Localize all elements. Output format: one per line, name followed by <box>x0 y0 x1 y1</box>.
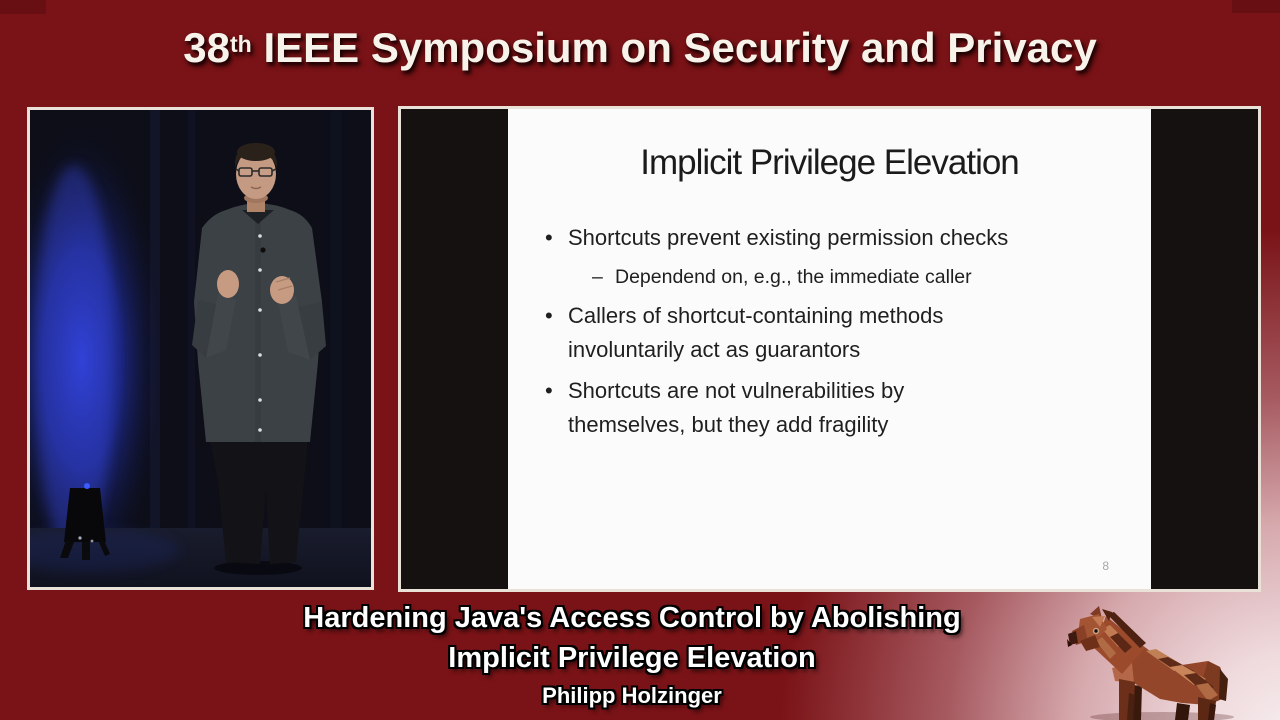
bullet-marker: • <box>545 378 553 403</box>
speaker-video-panel <box>27 107 374 590</box>
bullet-text: themselves, but they add fragility <box>568 412 889 437</box>
slide-panel <box>398 106 1261 592</box>
speaker-video-illustration <box>30 110 371 587</box>
bullet-marker: • <box>545 303 553 328</box>
bullet-marker: • <box>545 225 553 250</box>
blue-led <box>84 483 90 489</box>
bullet-text: Shortcuts are not vulnerabilities by <box>568 378 905 403</box>
slide-bullet-list <box>508 221 1141 442</box>
bullet-text: Callers of shortcut-containing methods <box>568 303 944 328</box>
presentation-slide <box>508 109 1151 589</box>
bullet-continuation <box>508 408 1141 442</box>
speaker-name: Philipp Holzinger <box>542 683 722 708</box>
bullet-continuation <box>508 333 1141 367</box>
bullet-text: involuntarily act as guarantors <box>568 337 861 362</box>
sub-bullet-item <box>508 260 1141 294</box>
top-right-shade <box>1232 0 1280 13</box>
bullet-item <box>508 221 1141 255</box>
bullet-marker: – <box>592 266 603 288</box>
conference-title-text: IEEE Symposium on Security and Privacy <box>251 24 1097 71</box>
bullet-text: Dependend on, e.g., the immediate caller <box>615 266 972 288</box>
slide-title: Implicit Privilege Elevation <box>640 143 1019 182</box>
talk-title-line2: Implicit Privilege Elevation <box>448 642 816 674</box>
bullet-item <box>508 374 1141 408</box>
top-left-shade <box>0 0 46 14</box>
conference-title <box>0 24 1280 72</box>
slide-page-number: 8 <box>1102 559 1109 573</box>
trojan-horse-icon <box>1062 601 1234 720</box>
talk-title-line1: Hardening Java's Access Control by Abolishing <box>303 602 961 634</box>
lavalier-mic <box>260 247 265 252</box>
conference-title-number: 38 <box>183 24 230 71</box>
conference-title-ordinal: th <box>229 30 252 57</box>
bullet-item <box>508 299 1141 333</box>
bullet-text: Shortcuts prevent existing permission checks <box>568 225 1009 250</box>
